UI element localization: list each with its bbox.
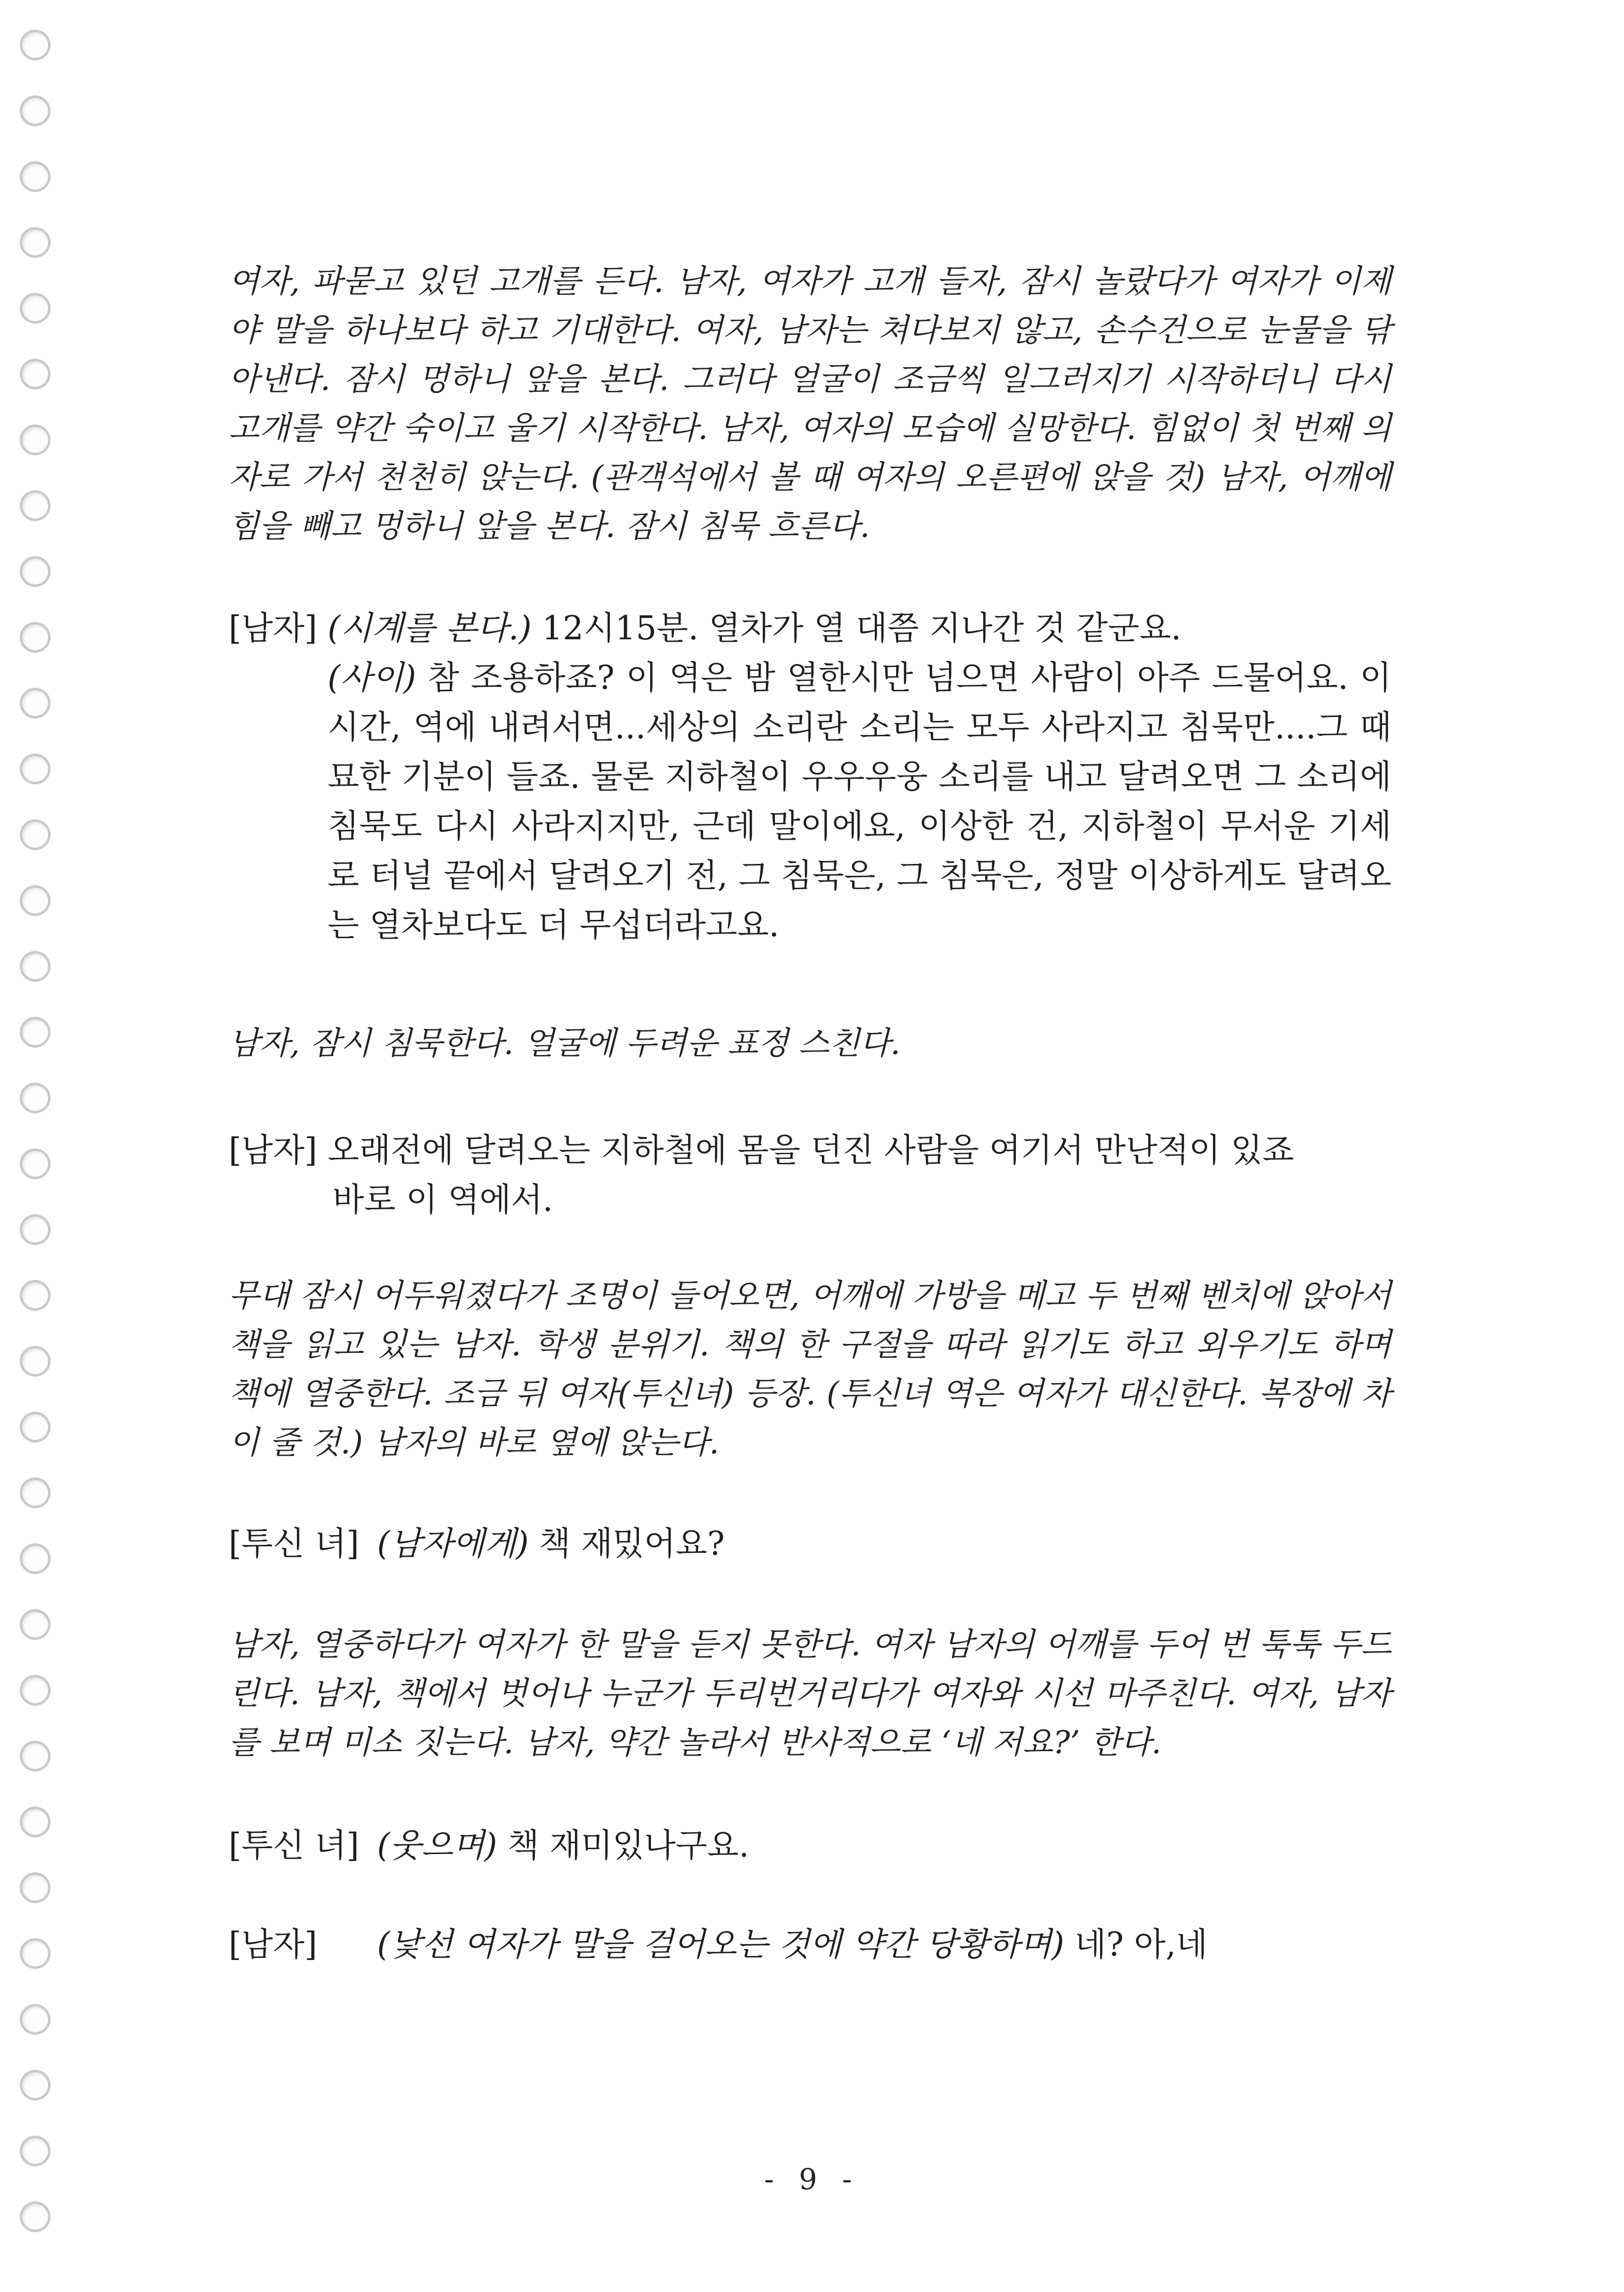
- stage-direction: 무대 잠시 어두워졌다가 조명이 들어오면, 어깨에 가방을 메고 두 번째 벤치에 앉아서 책을 읽고 있는 남자. 학생 분위기. 책의 한 구절을 따라 읽기도 하고 외우기도 하며 책에 열중한다. 조금 뒤 여자(투신녀) 등장. (투신녀 역은 여자가 대신한다. 복장에 차이 줄 것.) 남자의 바로 옆에 앉는다.: [229, 1278, 1391, 1461]
- binder-hole: [20, 30, 50, 60]
- binder-hole: [20, 161, 50, 192]
- dialogue-block: [229, 1920, 1391, 1969]
- dialogue-text: 오래전에 달려오는 지하철에 몸을 던진 사람을 여기서 만난적이 있죠: [328, 1131, 1294, 1169]
- inline-stage-direction: (남자에게): [377, 1525, 529, 1563]
- dialogue-text: 참 조용하죠? 이 역은 밤 열한시만 넘으면 사람이 아주 드물어요. 이 시간, 역에 내려서면...세상의 소리란 소리는 모두 사라지고 침묵만....그 때 묘한 기분이 들죠. 물론 지하철이 우우우웅 소리를 내고 달려오면 그 소리에 침묵도 다시 사라지지만, 근데 말이에요, 이상한 건, 지하철이 무서운 기세로 터널 끝에서 달려오기 전, 그 침묵은, 그 침묵은, 정말 이상하게도 달려오는 열차보다도 더 무섭더라고요.: [328, 659, 1391, 944]
- binder-hole: [20, 1214, 50, 1245]
- dialogue-first-line: [377, 1920, 1207, 1969]
- binder-hole: [20, 2004, 50, 2035]
- binder-hole: [20, 359, 50, 389]
- inline-stage-direction: (낯선 여자가 말을 걸어오는 것에 약간 당황하며): [377, 1925, 1064, 1963]
- binder-hole: [20, 1872, 50, 1903]
- binder-hole: [20, 1346, 50, 1377]
- speaker-label: [남자]: [229, 1925, 318, 1963]
- binder-hole: [20, 2136, 50, 2166]
- stage-direction: 여자, 파묻고 있던 고개를 든다. 남자, 여자가 고개 들자, 잠시 놀랐다가 여자가 이제야 말을 하나보다 하고 기대한다. 여자, 남자는 쳐다보지 않고, 손수건으로 눈물을 닦아낸다. 잠시 멍하니 앞을 본다. 그러다 얼굴이 조금씩 일그러지기 시작하더니 다시 고개를 약간 숙이고 울기 시작한다. 남자, 여자의 모습에 실망한다. 힘없이 첫 번째 의자로 가서 천천히 앉는다. (관객석에서 볼 때 여자의 오른편에 앉을 것) 남자, 어깨에 힘을 빼고 멍하니 앞을 본다. 잠시 침묵 흐른다.: [229, 263, 1391, 545]
- page-number: - 9 -: [764, 2162, 860, 2196]
- binder-hole: [20, 754, 50, 784]
- binder-hole: [20, 1478, 50, 1508]
- binder-hole: [20, 1675, 50, 1706]
- dialogue-text: 12시15분. 열차가 열 대쯤 지나간 것 같군요.: [531, 609, 1182, 647]
- binder-hole: [20, 227, 50, 258]
- binder-hole: [20, 1280, 50, 1311]
- binder-hole: [20, 1412, 50, 1442]
- binder-hole: [20, 2201, 50, 2232]
- binder-hole: [20, 2070, 50, 2101]
- binder-hole: [20, 556, 50, 587]
- binder-hole: [20, 96, 50, 126]
- dialogue-text: 책 재미있나구요.: [497, 1826, 750, 1864]
- binder-hole: [20, 1148, 50, 1179]
- inline-stage-direction: (웃으며): [377, 1826, 497, 1864]
- binder-hole: [20, 1083, 50, 1113]
- binder-hole: [20, 293, 50, 324]
- dialogue-first-line: [377, 1821, 749, 1870]
- binder-hole: [20, 1807, 50, 1837]
- binder-hole: [20, 1609, 50, 1640]
- binder-hole: [20, 1741, 50, 1771]
- dialogue-first-line: [328, 604, 1181, 653]
- stage-direction: 남자, 열중하다가 여자가 한 말을 듣지 못한다. 여자 남자의 어깨를 두어 번 툭툭 두드린다. 남자, 책에서 벗어나 누군가 두리번거리다가 여자와 시선 마주친다. 여자, 남자를 보며 미소 짓는다. 남자, 약간 놀라서 반사적으로 ‘네 저요?’ 한다.: [229, 1626, 1391, 1761]
- binder-hole: [20, 885, 50, 916]
- binder-hole: [20, 819, 50, 850]
- dialogue-continuation: [328, 653, 1391, 950]
- dialogue-first-line: [377, 1519, 725, 1569]
- dialogue-text: 네? 아,네: [1064, 1925, 1208, 1963]
- stage-direction: 남자, 잠시 침묵한다. 얼굴에 두려운 표정 스친다.: [229, 1025, 901, 1062]
- speaker-label: [투신 녀]: [229, 1525, 359, 1563]
- dialogue-block: [229, 1821, 1391, 1870]
- inline-stage-direction: (사이): [328, 659, 417, 697]
- binder-holes: [14, 30, 63, 2266]
- binder-hole: [20, 425, 50, 455]
- binder-hole: [20, 688, 50, 718]
- speaker-label: [남자]: [229, 1131, 318, 1169]
- dialogue-text: 바로 이 역에서.: [333, 1181, 553, 1219]
- dialogue-block: [229, 1519, 1391, 1569]
- dialogue-block: [229, 1126, 1391, 1225]
- dialogue-text: 책 재밌어요?: [528, 1525, 725, 1563]
- speaker-label: [투신 녀]: [229, 1826, 359, 1864]
- binder-hole: [20, 1543, 50, 1574]
- speaker-label: [남자]: [229, 609, 318, 647]
- dialogue-block: [229, 604, 1391, 970]
- binder-hole: [20, 622, 50, 653]
- inline-stage-direction: (시계를 본다.): [328, 609, 532, 647]
- binder-hole: [20, 951, 50, 982]
- binder-hole: [20, 490, 50, 521]
- binder-hole: [20, 1017, 50, 1048]
- binder-hole: [20, 1938, 50, 1969]
